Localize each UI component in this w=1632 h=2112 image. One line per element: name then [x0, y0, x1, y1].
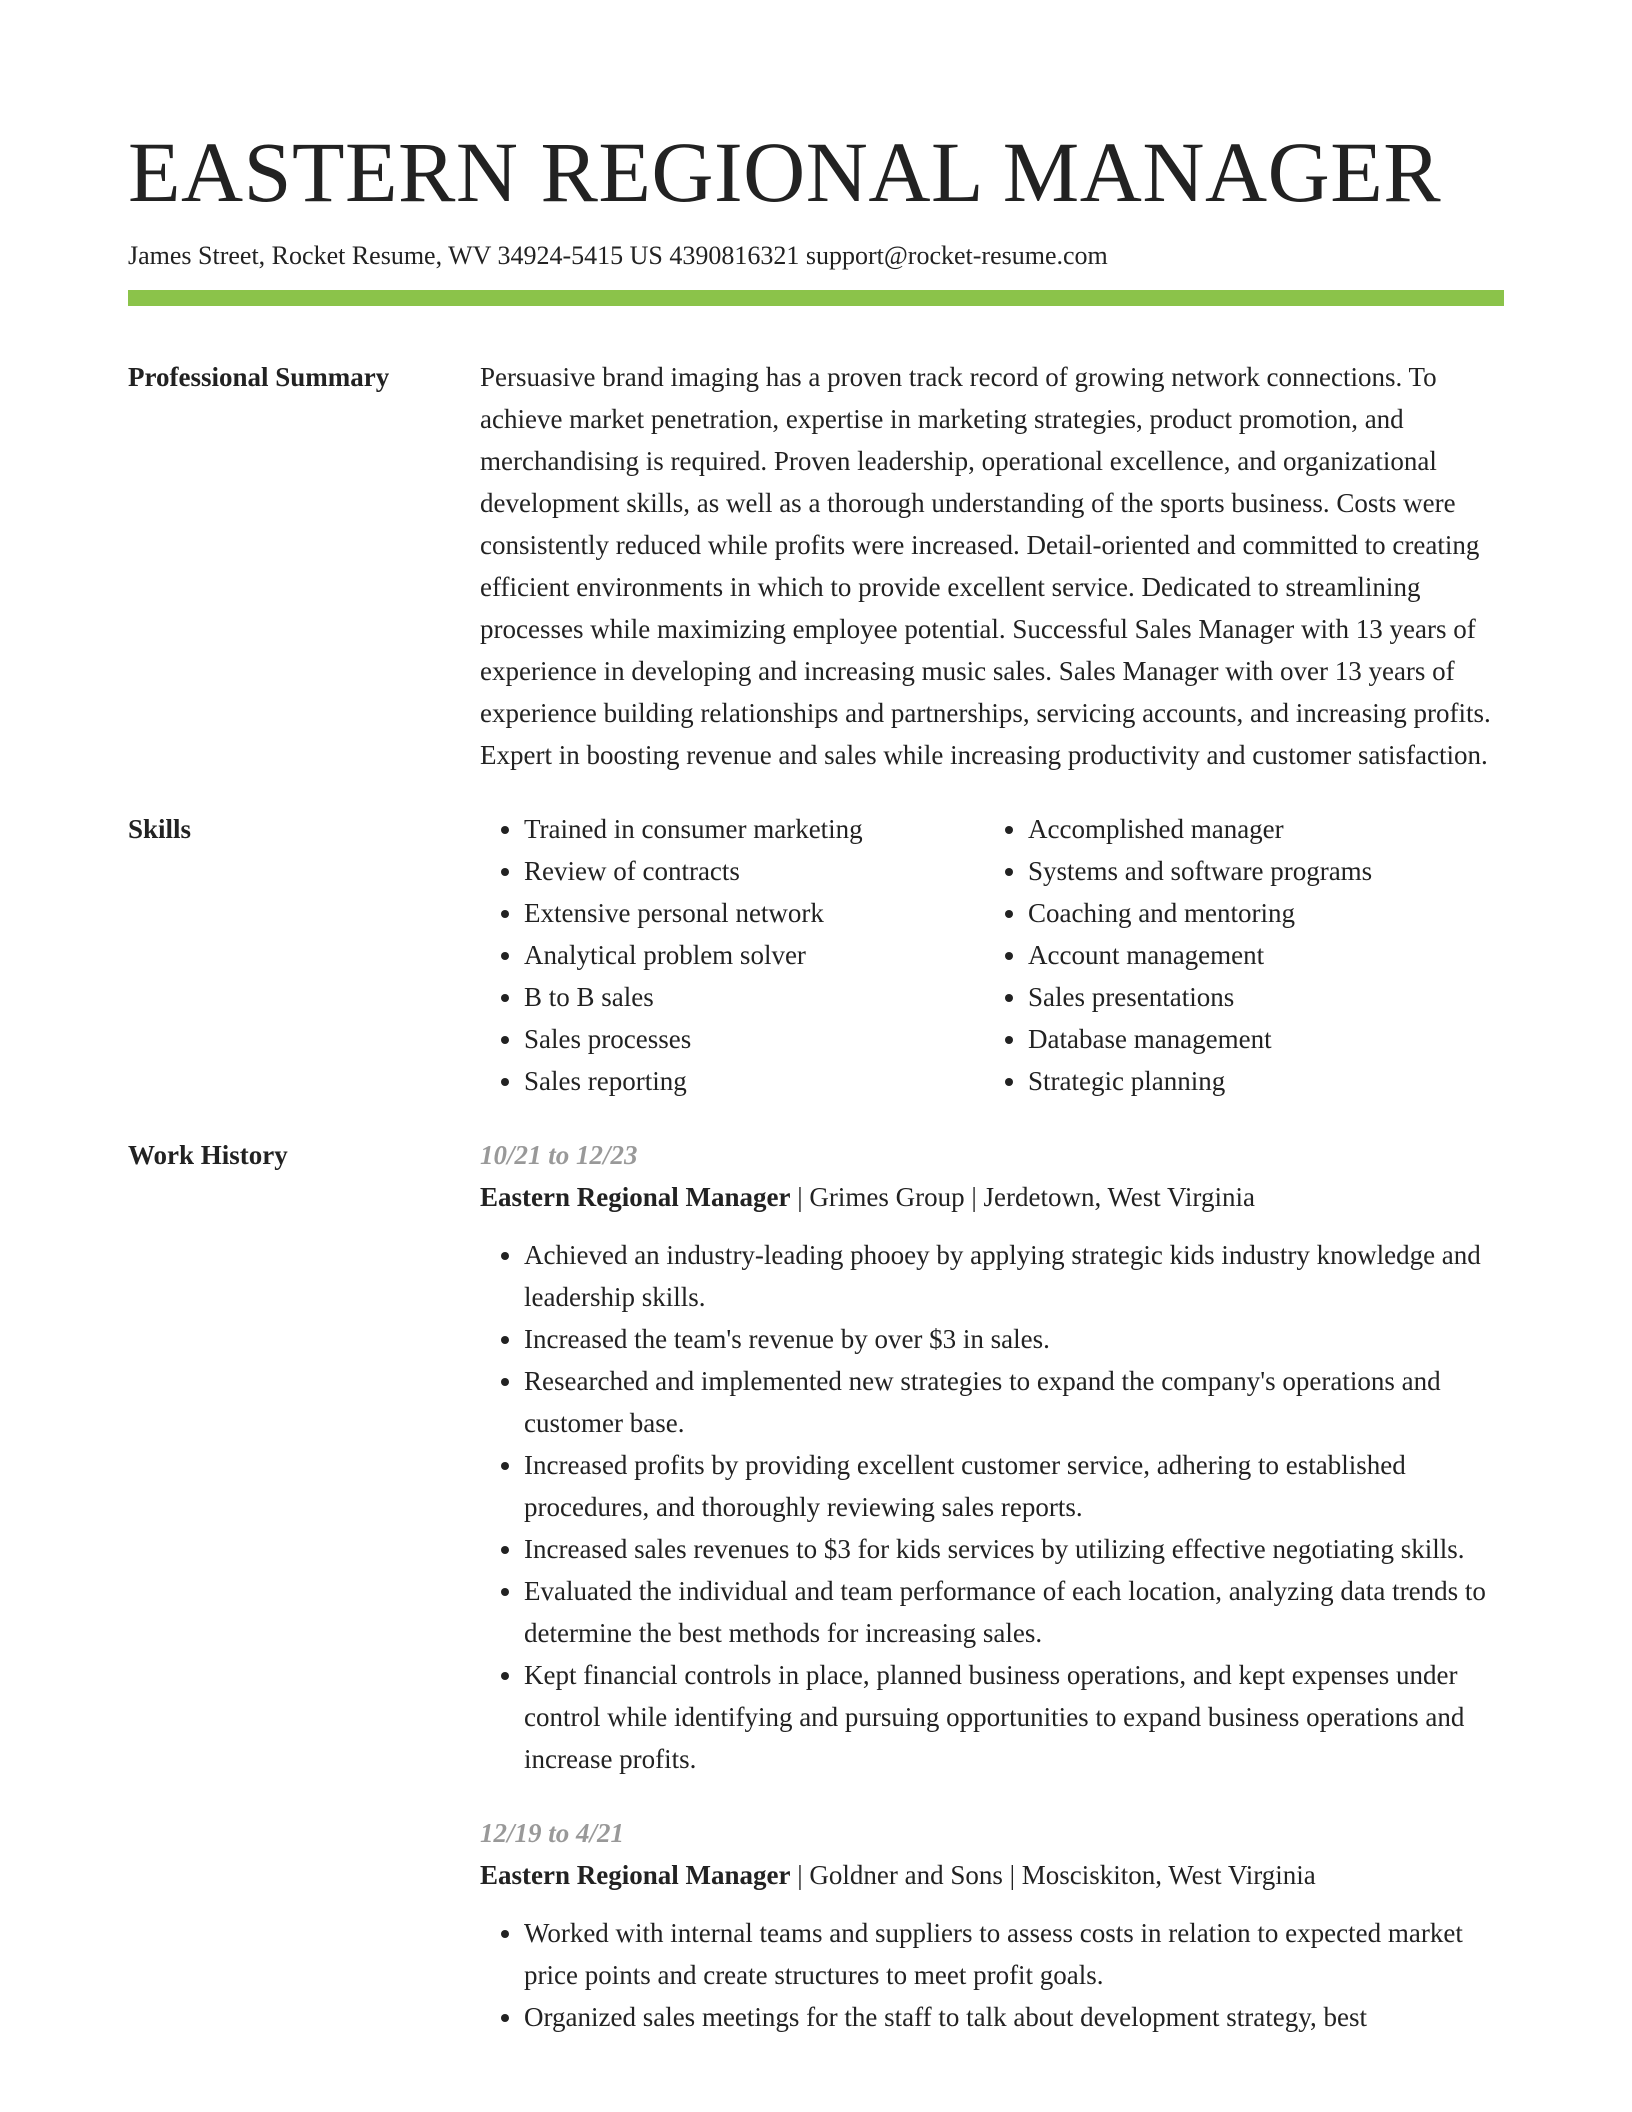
- job-bullet: • Achieved an industry-leading phooey by applying strategic kids industry knowledge and leadership skills.: [524, 1234, 1504, 1318]
- work-history-body: [480, 1134, 1504, 2038]
- job-heading: [480, 1176, 1504, 1218]
- contact-line: James Street, Rocket Resume, WV 34924-5415 US 4390816321 support@rocket-resume.com: [128, 241, 1108, 270]
- skill-item: • Coaching and mentoring: [1028, 892, 1504, 934]
- skill-item: • Account management: [1028, 934, 1504, 976]
- skill-item: • Review of contracts: [524, 850, 984, 892]
- summary-text: Persuasive brand imaging has a proven track record of growing network connections. To achieve market penetration, expertise in marketing strategies, product promotion, and merchandising is required. Proven leadership, operational excellence, and organizational development skills, as well as a thorough understanding of the sports business. Costs were consistently reduced while profits were increased. Detail-oriented and committed to creating efficient environments in which to provide excellent service. Dedicated to streamlining processes while maximizing employee potential. Successful Sales Manager with 13 years of experience in developing and increasing music sales. Sales Manager with over 13 years of experience building relationships and partnerships, servicing accounts, and increasing profits. Expert in boosting revenue and sales while increasing productivity and customer satisfaction.: [480, 362, 1491, 770]
- skills-list-right: [984, 808, 1504, 1102]
- skill-item: • Accomplished manager: [1028, 808, 1504, 850]
- job-heading: [480, 1854, 1504, 1896]
- job-bullet: • Increased sales revenues to $3 for kids services by utilizing effective negotiating skills.: [524, 1528, 1504, 1570]
- skill-item: • Sales processes: [524, 1018, 984, 1060]
- job-bullet: • Increased profits by providing excellent customer service, adhering to established procedures, and thoroughly reviewing sales reports.: [524, 1444, 1504, 1528]
- summary-body: [480, 356, 1504, 776]
- job-entry: [480, 1134, 1504, 1780]
- job-entry: [480, 1812, 1504, 2038]
- job-employer-location: | Grimes Group | Jerdetown, West Virginia: [790, 1182, 1255, 1212]
- job-employer-location: | Goldner and Sons | Mosciskiton, West Virginia: [790, 1860, 1316, 1890]
- skills-body: [480, 808, 1504, 1102]
- job-title: Eastern Regional Manager: [480, 1860, 791, 1890]
- work-history-heading: Work History: [128, 1140, 288, 1170]
- skill-item: • Sales presentations: [1028, 976, 1504, 1018]
- skill-item: • Sales reporting: [524, 1060, 984, 1102]
- job-bullet: • Kept financial controls in place, planned business operations, and kept expenses under control while identifying and pursuing opportunities to expand business operations and increase profits.: [524, 1654, 1504, 1780]
- skill-item: • Database management: [1028, 1018, 1504, 1060]
- accent-divider: [128, 290, 1504, 306]
- work-history-section: [128, 1134, 1504, 2038]
- job-bullet: • Evaluated the individual and team performance of each location, analyzing data trends to determine the best methods for increasing sales.: [524, 1570, 1504, 1654]
- skills-list-left: [480, 808, 984, 1102]
- job-bullet: • Increased the team's revenue by over $3 in sales.: [524, 1318, 1504, 1360]
- skill-item: • Analytical problem solver: [524, 934, 984, 976]
- summary-section: [128, 356, 1504, 776]
- skills-columns: [480, 808, 1504, 1102]
- skill-item: • Extensive personal network: [524, 892, 984, 934]
- resume-page: [128, 0, 1504, 2038]
- resume-title: EASTERN REGIONAL MANAGER: [128, 124, 1442, 220]
- job-dates: 10/21 to 12/23: [480, 1140, 638, 1170]
- job-title: Eastern Regional Manager: [480, 1182, 791, 1212]
- skills-heading: Skills: [128, 814, 192, 844]
- skill-item: • Trained in consumer marketing: [524, 808, 984, 850]
- skills-section: [128, 808, 1504, 1102]
- skill-item: • Systems and software programs: [1028, 850, 1504, 892]
- skill-item: • Strategic planning: [1028, 1060, 1504, 1102]
- job-bullet: • Researched and implemented new strategies to expand the company's operations and customer base.: [524, 1360, 1504, 1444]
- job-bullet: • Organized sales meetings for the staff to talk about development strategy, best: [524, 1996, 1504, 2038]
- skill-item: • B to B sales: [524, 976, 984, 1018]
- job-bullet-list: [480, 1912, 1504, 2038]
- job-dates: 12/19 to 4/21: [480, 1818, 625, 1848]
- job-bullet: • Worked with internal teams and suppliers to assess costs in relation to expected market price points and create structures to meet profit goals.: [524, 1912, 1504, 1996]
- job-bullet-list: [480, 1234, 1504, 1780]
- summary-heading: Professional Summary: [128, 362, 390, 392]
